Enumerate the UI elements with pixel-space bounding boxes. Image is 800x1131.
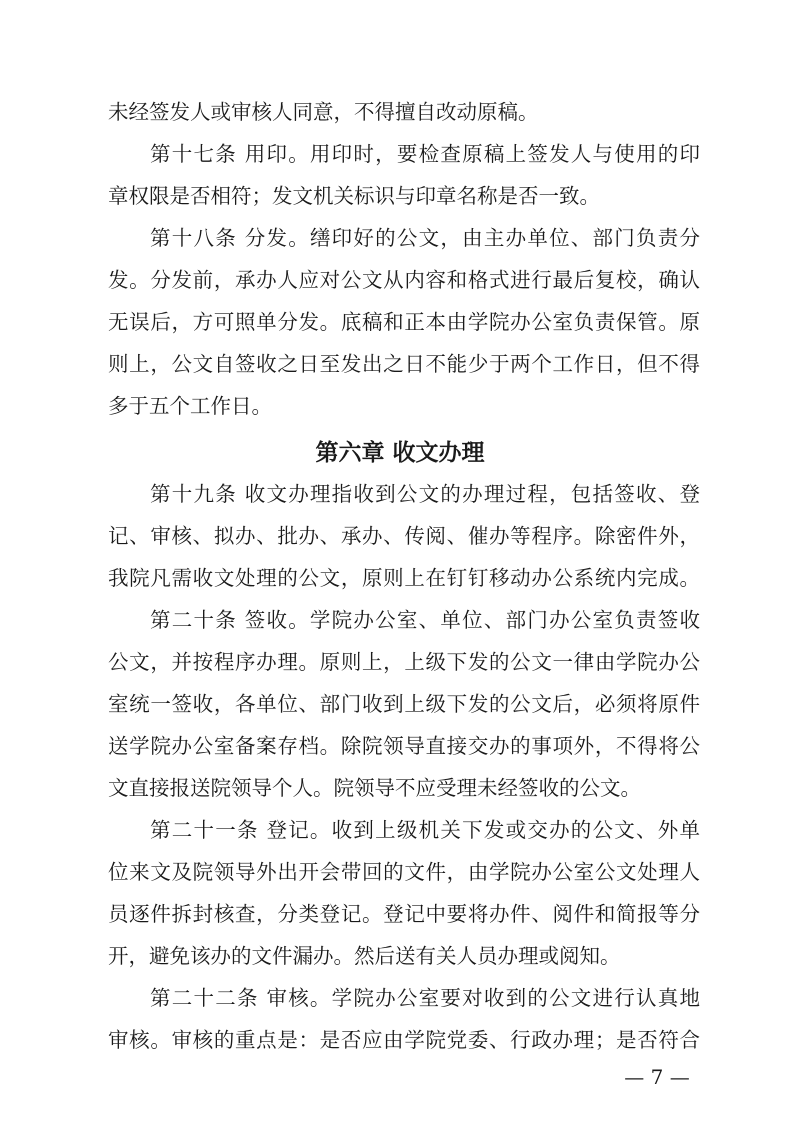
text-line: 第二十一条 登记。收到上级机关下发或交办的公文、外单	[150, 818, 700, 842]
text-line: 第二十二条 审核。学院办公室要对收到的公文进行认真地	[150, 986, 700, 1010]
text-line: 第十七条 用印。用印时，要检查原稿上签发人与使用的印	[150, 142, 700, 166]
text-line: 章权限是否相符；发文机关标识与印章名称是否一致。	[108, 184, 600, 208]
page-number: — 7 —	[624, 1065, 690, 1089]
text-line: 第十八条 分发。缮印好的公文，由主办单位、部门负责分	[150, 226, 700, 250]
text-line: 送学院办公室备案存档。除院领导直接交办的事项外，不得将公	[108, 734, 700, 758]
text-line: 发。分发前，承办人应对公文从内容和格式进行最后复校，确认	[108, 268, 700, 292]
text-line: 记、审核、拟办、批办、承办、传阅、催办等程序。除密件外，	[108, 524, 700, 548]
text-line: 多于五个工作日。	[108, 394, 272, 418]
text-line: 室统一签收，各单位、部门收到上级下发的公文后，必须将原件	[108, 692, 700, 716]
text-line: 公文，并按程序办理。原则上，上级下发的公文一律由学院办公	[108, 650, 700, 674]
chapter-heading: 第六章 收文办理	[315, 440, 485, 466]
text-line: 位来文及院领导外出开会带回的文件，由学院办公室公文处理人	[108, 860, 700, 884]
text-line: 未经签发人或审核人同意，不得擅自改动原稿。	[108, 100, 539, 124]
text-line: 则上，公文自签收之日至发出之日不能少于两个工作日，但不得	[108, 352, 700, 376]
text-line: 员逐件拆封核查，分类登记。登记中要将办件、阅件和简报等分	[108, 902, 700, 926]
text-line: 无误后，方可照单分发。底稿和正本由学院办公室负责保管。原	[108, 310, 700, 334]
text-line: 我院凡需收文处理的公文，原则上在钉钉移动办公系统内完成。	[108, 566, 700, 590]
text-line: 开，避免该办的文件漏办。然后送有关人员办理或阅知。	[108, 944, 621, 968]
text-line: 审核。审核的重点是：是否应由学院党委、行政办理；是否符合	[108, 1028, 700, 1052]
text-line: 第二十条 签收。学院办公室、单位、部门办公室负责签收	[150, 608, 700, 632]
text-line: 第十九条 收文办理指收到公文的办理过程，包括签收、登	[150, 482, 700, 506]
text-line: 文直接报送院领导个人。院领导不应受理未经签收的公文。	[108, 776, 641, 800]
